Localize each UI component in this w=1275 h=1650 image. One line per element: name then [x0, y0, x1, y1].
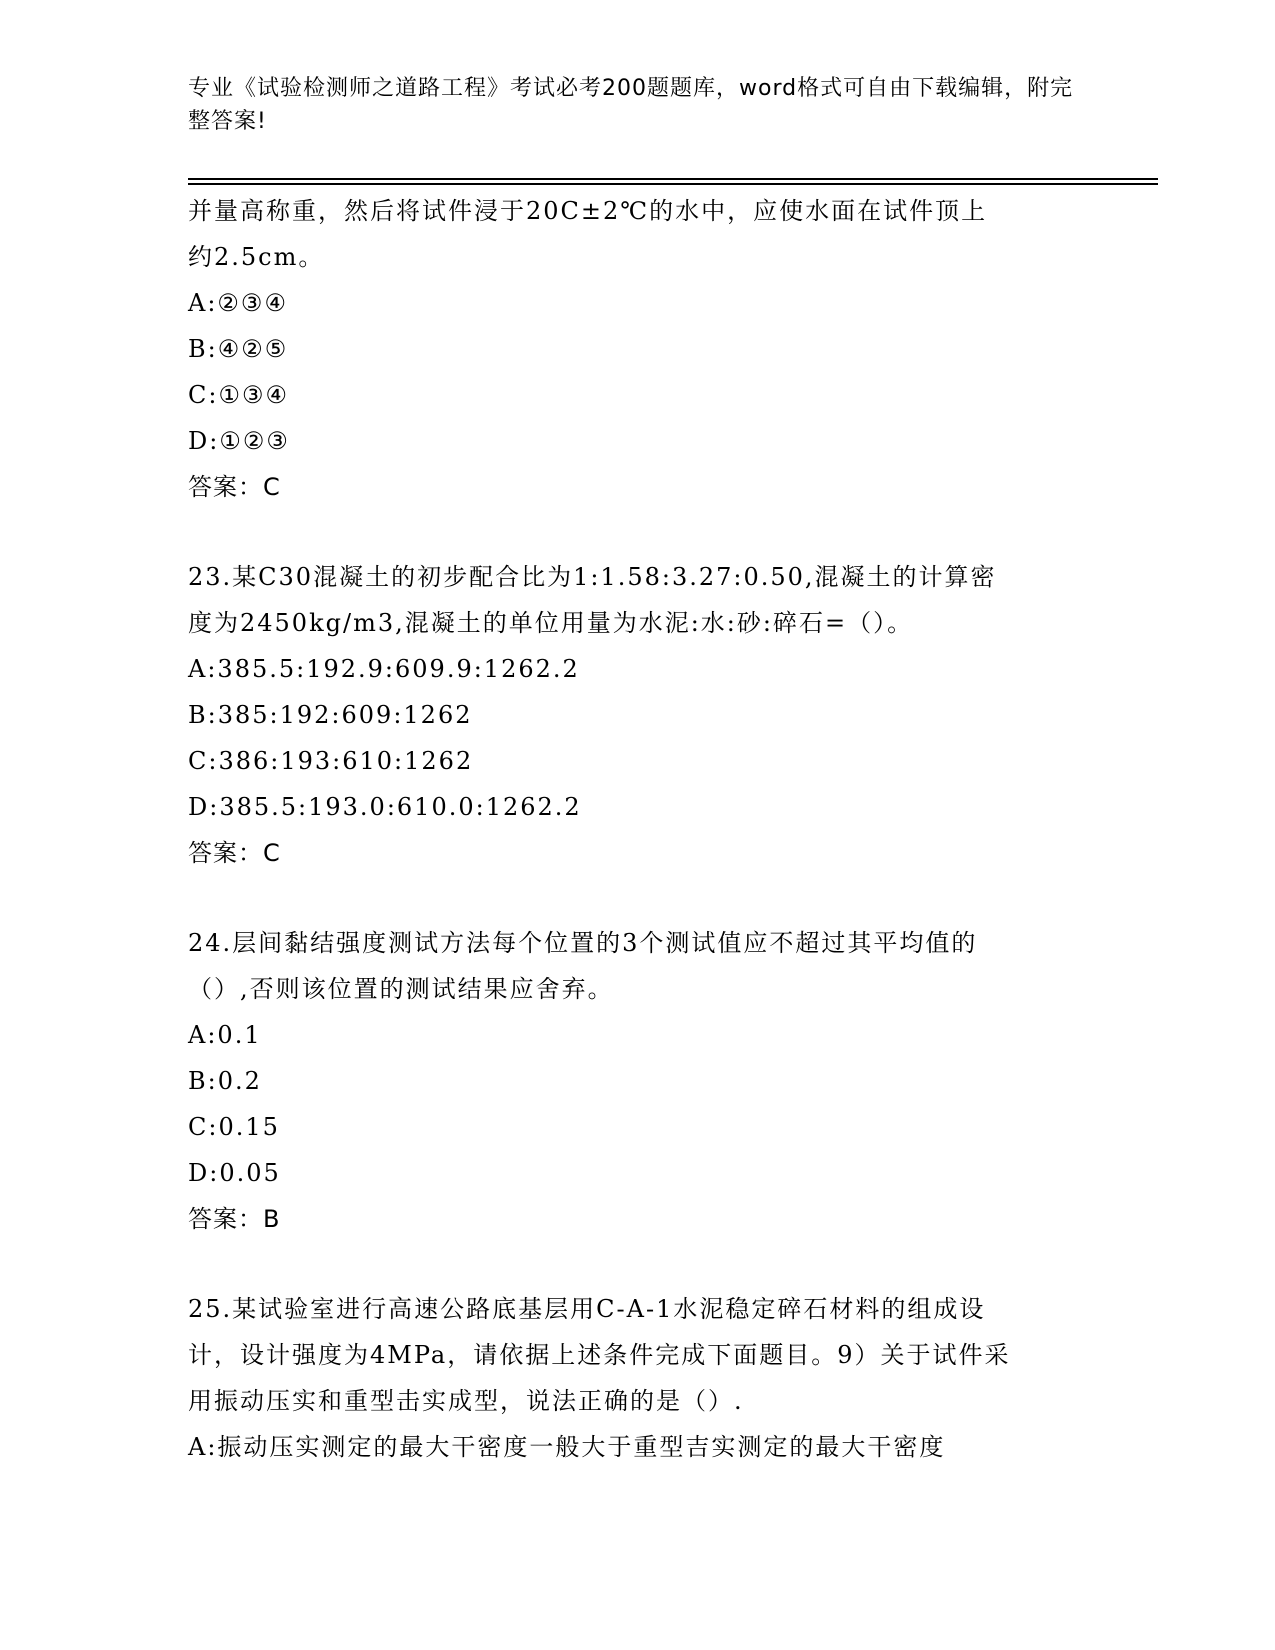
header-rule-bottom: [188, 183, 1158, 185]
question-23-option-c: C:386:193:610:1262: [188, 747, 474, 775]
question-22-option-d: D:①②③: [188, 427, 290, 455]
question-22-option-b: B:④②⑤: [188, 335, 289, 363]
question-24-option-d: D:0.05: [188, 1159, 281, 1187]
question-23-option-d: D:385.5:193.0:610.0:1262.2: [188, 793, 582, 821]
question-23-text-line-2: 度为2450kg/m3,混凝土的单位用量为水泥:水:砂:碎石=（）。: [188, 609, 914, 637]
question-25: [188, 1286, 1088, 1470]
question-25-text-line-1: 25.某试验室进行高速公路底基层用C-A-1水泥稳定碎石材料的组成设: [188, 1295, 986, 1323]
spacer: [188, 510, 1088, 554]
question-22-text-line-1: 并量高称重，然后将试件浸于20C±2℃的水中，应使水面在试件顶上: [188, 197, 988, 225]
header-rule-top: [188, 178, 1158, 180]
question-24-answer: 答案：B: [188, 1205, 281, 1233]
question-23-text-line-1: 23.某C30混凝土的初步配合比为1:1.58:3.27:0.50,混凝土的计算密: [188, 563, 997, 591]
spacer: [188, 876, 1088, 920]
question-24: [188, 920, 1088, 1242]
question-24-option-b: B:0.2: [188, 1067, 262, 1095]
question-22-text-line-2: 约2.5cm。: [188, 243, 325, 271]
question-24-text-line-2: （）,否则该位置的测试结果应舍弃。: [188, 975, 614, 1003]
question-23-answer: 答案：C: [188, 839, 281, 867]
question-22-option-a: A:②③④: [188, 289, 288, 317]
question-25-text-line-2: 计，设计强度为4MPa，请依据上述条件完成下面题目。9）关于试件采: [188, 1341, 1011, 1369]
page-header: 专业《试验检测师之道路工程》考试必考200题题库，word格式可自由下载编辑，附完整答案!: [188, 76, 1074, 134]
question-24-option-c: C:0.15: [188, 1113, 280, 1141]
question-23-option-b: B:385:192:609:1262: [188, 701, 473, 729]
question-24-text-line-1: 24.层间黏结强度测试方法每个位置的3个测试值应不超过其平均值的: [188, 929, 978, 957]
question-23: [188, 554, 1088, 876]
question-24-option-a: A:0.1: [188, 1021, 262, 1049]
question-23-option-a: A:385.5:192.9:609.9:1262.2: [188, 655, 580, 683]
question-22-option-c: C:①③④: [188, 381, 289, 409]
question-22-answer: 答案：C: [188, 473, 281, 501]
question-25-option-a: A:振动压实测定的最大干密度一般大于重型吉实测定的最大干密度: [188, 1433, 946, 1461]
document-content: [188, 188, 1088, 1470]
spacer: [188, 1242, 1088, 1286]
question-25-text-line-3: 用振动压实和重型击实成型，说法正确的是（）.: [188, 1387, 744, 1415]
question-22: [188, 188, 1088, 510]
